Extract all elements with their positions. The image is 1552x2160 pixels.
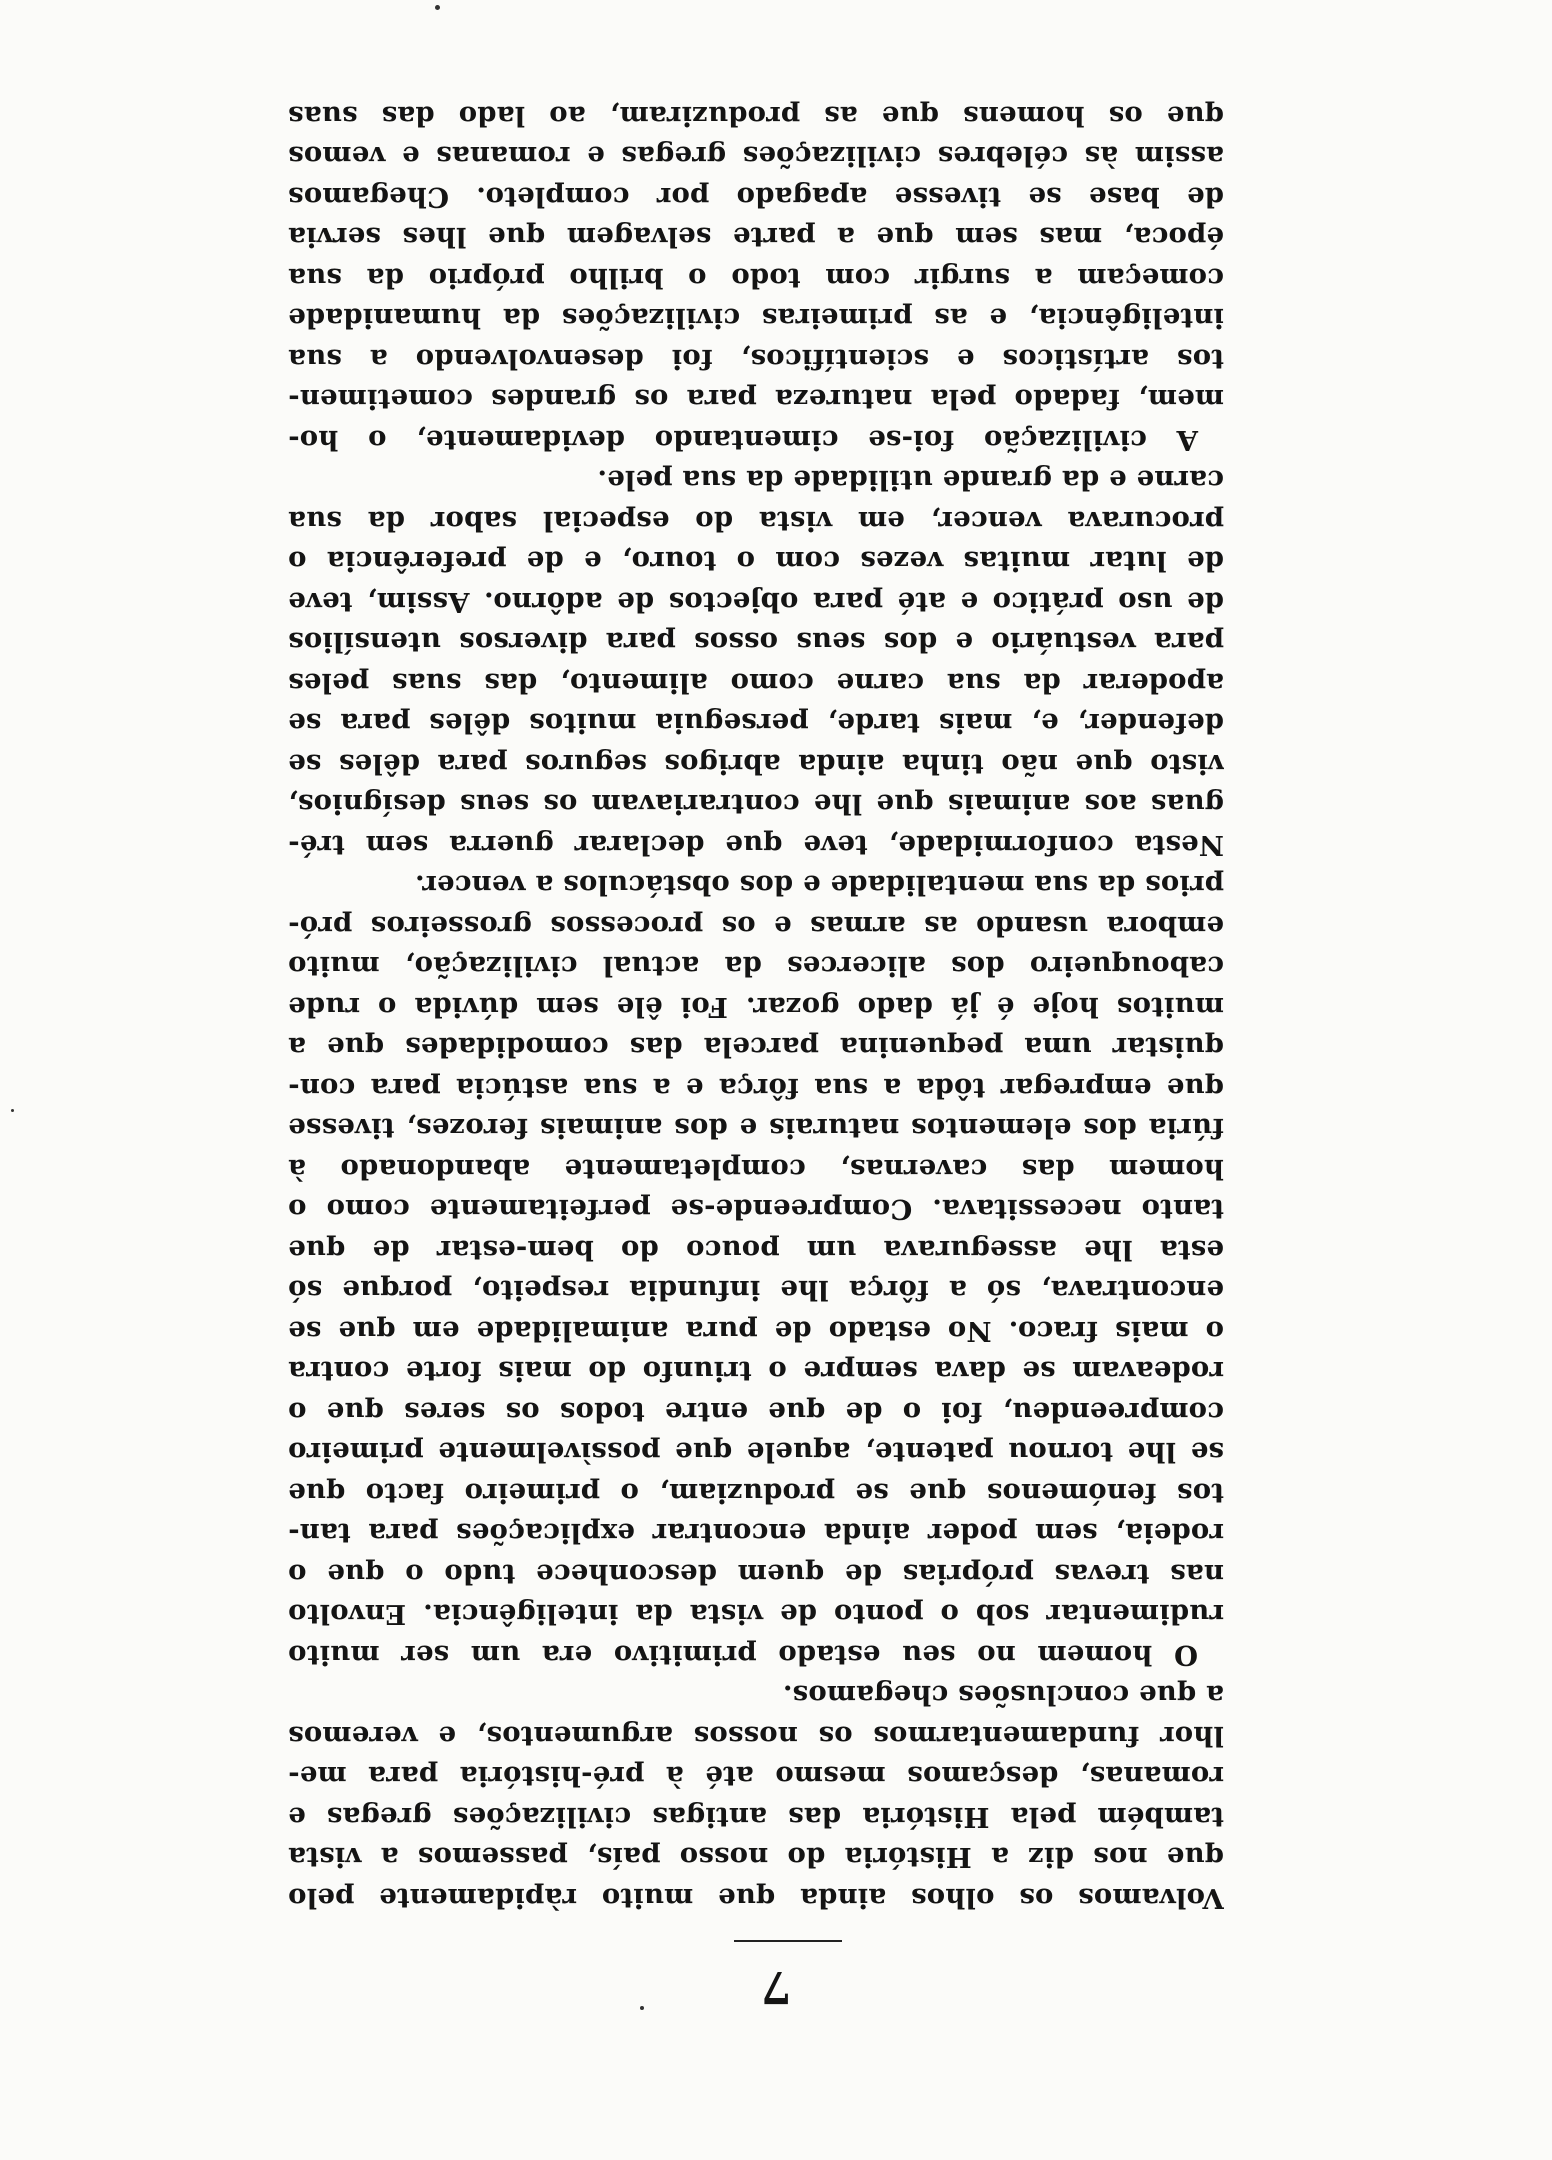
text-line: de lutar muitas vezes com o touro, e de preferência o <box>288 545 1224 578</box>
print-speck <box>435 5 440 10</box>
text-line: guas aos animais que lhe contrariavam os seus desígnios, <box>288 788 1224 821</box>
text-line: tos artísticos e scientíficos, foi desenvolvendo a sua <box>288 343 1224 375</box>
text-line: época, mas sem que a parte selvagem que lhes servia <box>288 221 1224 254</box>
text-line: se lhe tornou patente, aquele que possìvelmente primeiro <box>288 1436 1224 1469</box>
text-line: rodeavam se dava sempre o triunfo do mais forte contra <box>288 1355 1224 1388</box>
text-line: para vestuário e dos seus ossos para diversos utensílios <box>288 626 1224 659</box>
text-line: que empregar tôda a sua fôrça e a sua astúcia para con- <box>288 1072 1224 1104</box>
text-line: começam a surgir com todo o brilho próprio da sua <box>288 262 1224 294</box>
text-line: rudimentar sob o ponto de vista da inteligência. Envolto <box>288 1598 1224 1631</box>
text-line: a que conclusões chegamos. <box>782 1679 1224 1712</box>
text-line: muitos hoje é já dado gozar. Foi êle sem dúvida o rude <box>288 991 1224 1023</box>
text-line: quistar uma pequenina parcela das comodidades que a <box>288 1031 1224 1064</box>
text-line: rodeia, sem poder ainda encontrar explicações para tan- <box>288 1517 1224 1550</box>
text-line: de base se tivesse apagado por completo. Chegamos <box>288 181 1224 213</box>
text-line: apoderar da sua carne como alimento, das suas peles <box>288 667 1224 699</box>
body-text <box>288 96 1224 1919</box>
text-line: Volvamos os olhos ainda que muito ràpidamente pelo <box>288 1882 1224 1914</box>
text-line: defender, e, mais tarde, perseguia muitos dêles para se <box>288 707 1224 740</box>
text-line: Nesta conformidade, teve que declarar guerra sem tré- <box>288 829 1224 861</box>
text-line: fúria dos elementos naturais e dos animais ferozes, tivesse <box>288 1112 1224 1145</box>
text-line: mem, fadado pela natureza para os grandes cometimen- <box>288 383 1224 416</box>
print-speck <box>640 2006 644 2010</box>
text-line: inteligência, e as primeiras civilizações da humanidade <box>288 302 1224 335</box>
text-line: de uso prático e até para objectos de adôrno. Assim, teve <box>288 586 1224 618</box>
text-line: também pela História das antigas civilizações gregas e <box>288 1801 1224 1833</box>
text-line: procurava vencer, em vista do especial sabor da sua <box>288 505 1224 537</box>
text-line: lhor fundamentarmos os nossos argumentos, e veremos <box>288 1720 1224 1752</box>
text-line: embora usando as armas e os processos grosseiros pró- <box>288 910 1224 942</box>
text-line: homem das cavernas, completamente abandonado à <box>288 1153 1224 1185</box>
text-line: que nos diz a História do nosso país, passemos a vista <box>288 1841 1224 1874</box>
text-line: o mais fraco. No estado de pura animalidade em que se <box>288 1315 1224 1347</box>
text-line: romanas, desçamos mesmo até à pré-história para me- <box>288 1760 1224 1793</box>
text-line: esta lhe assegurava um pouco do bem-estar de que <box>288 1234 1224 1266</box>
text-line: prios da sua mentalidade e dos obstáculos a vencer. <box>414 869 1224 902</box>
folio-rule <box>734 1940 842 1942</box>
text-line: A civilização foi-se cimentando devidamente, o ho- <box>288 424 1198 456</box>
text-line: tos fenómenos que se produziam, o primeiro facto que <box>288 1477 1224 1509</box>
text-line: nas trevas próprias de quem desconhece tudo o que o <box>288 1558 1224 1590</box>
page-number: 7 <box>760 1961 792 2012</box>
text-line: cabouqueiro dos alicerces da actual civilização, muito <box>288 950 1224 983</box>
text-line: encontrava, só a fôrça lhe infundia respeito, porque só <box>288 1274 1224 1307</box>
text-line: que os homens que as produziram, ao lado das suas <box>288 100 1224 132</box>
text-line: assim às célebres civilizações gregas e romanas e vemos <box>288 140 1224 173</box>
text-line: O homem no seu estado primitivo era um ser muito <box>288 1639 1198 1671</box>
print-speck <box>11 1109 14 1112</box>
text-line: carne e da grande utilidade da sua pele. <box>597 464 1224 497</box>
text-line: compreendeu, foi o de que entre todos os seres que o <box>288 1396 1224 1428</box>
text-line: tanto necessitava. Compreende-se perfeitamente como o <box>288 1193 1224 1226</box>
text-line: visto que não tinha ainda abrigos seguros para dêles se <box>288 748 1224 780</box>
